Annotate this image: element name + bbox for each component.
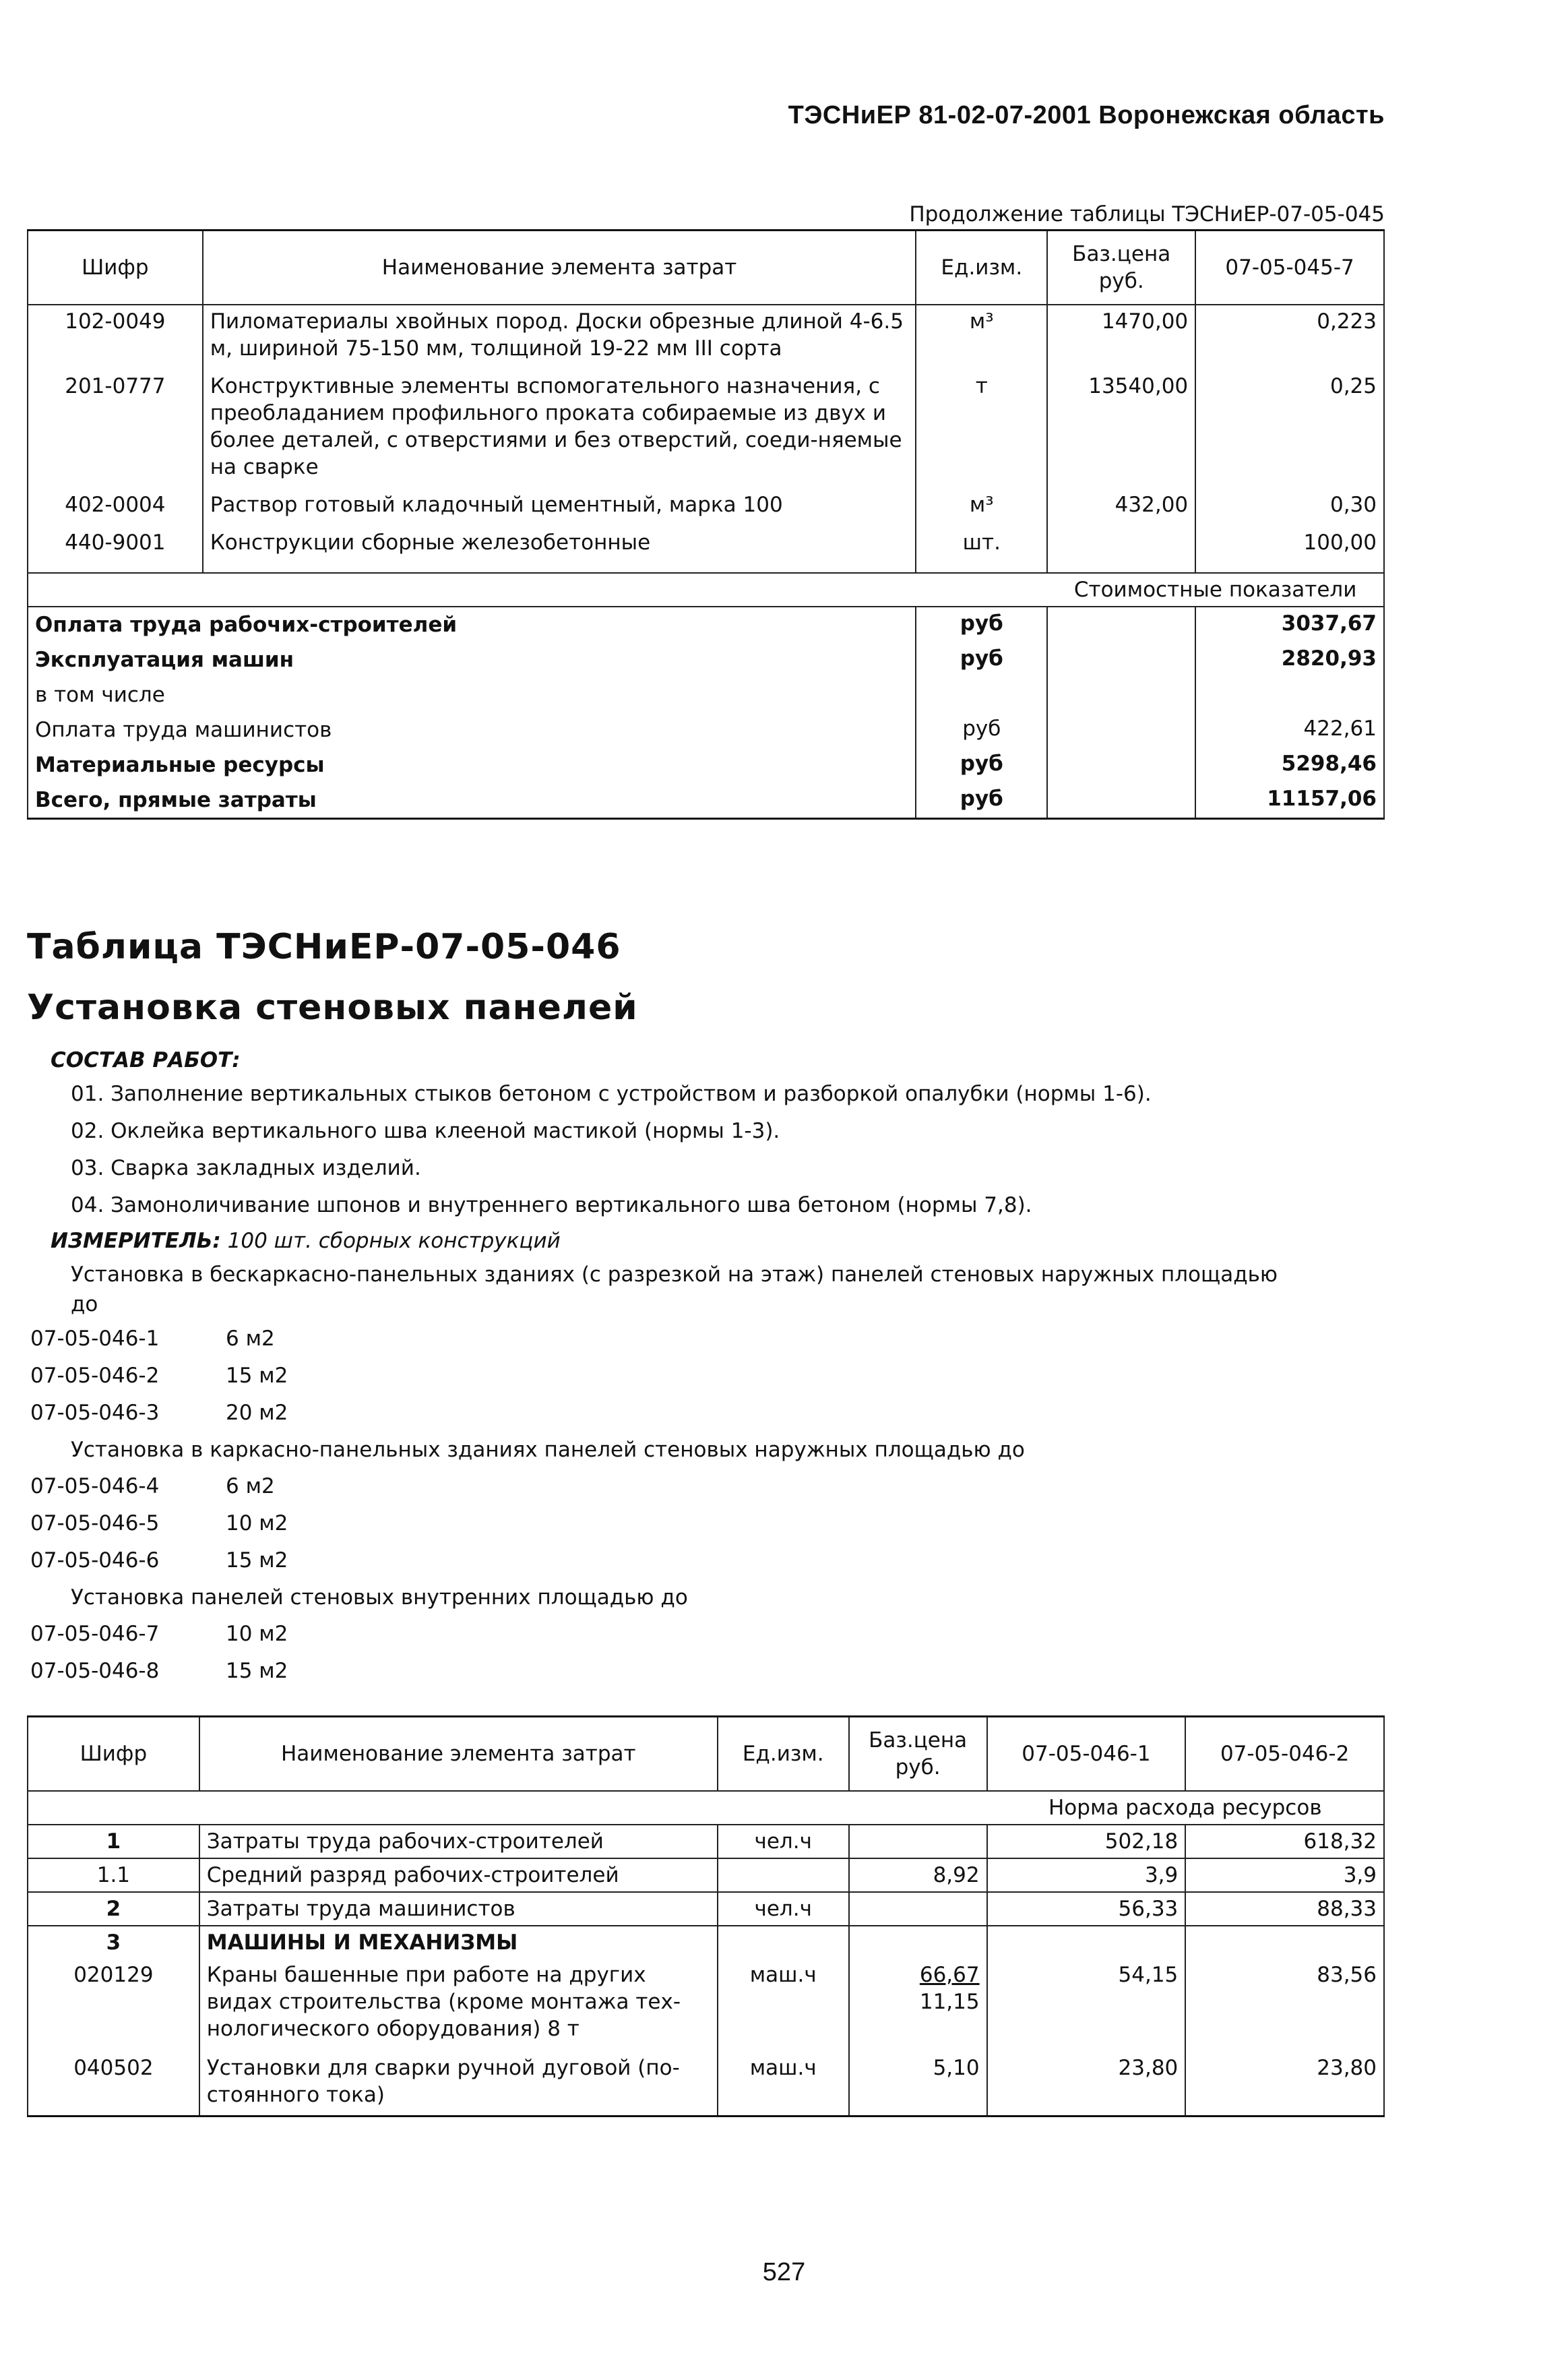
page-header: ТЭСНиЕР 81-02-07-2001 Воронежская область	[788, 101, 1385, 129]
cost-header-row	[28, 573, 1384, 607]
cost-value: 5298,46	[1195, 748, 1384, 783]
table-header-row	[28, 1717, 1384, 1791]
norm-code: 07-05-046-6	[30, 1548, 160, 1573]
row-price	[849, 1926, 987, 1959]
norm-size: 15 м2	[226, 1364, 288, 1388]
row-price: 13540,00	[1047, 365, 1195, 483]
row-price: 1470,00	[1047, 305, 1195, 365]
row-code: 1.1	[28, 1858, 199, 1892]
col-name: Наименование элемента затрат	[203, 231, 916, 305]
row-unit: маш.ч	[718, 1959, 849, 2045]
row-name: Средний разряд рабочих-строителей	[199, 1858, 718, 1892]
works-label: СОСТАВ РАБОТ:	[51, 1048, 241, 1072]
meter-line	[51, 1229, 561, 1253]
norm-size: 6 м2	[226, 1327, 275, 1351]
row-name: Раствор готовый кладочный цементный, марка 100	[203, 483, 916, 521]
norm-size: 15 м2	[226, 1659, 288, 1683]
row-code: 402-0004	[28, 483, 203, 521]
col-unit: Ед.изм.	[718, 1717, 849, 1791]
row-price	[1047, 521, 1195, 573]
row-v2: 88,33	[1185, 1892, 1384, 1926]
row-unit: м³	[916, 483, 1047, 521]
norm-code: 07-05-046-4	[30, 1474, 160, 1498]
work-item: 02. Оклейка вертикального шва клееной мастикой (нормы 1-3).	[71, 1119, 780, 1143]
cost-name: в том числе	[28, 677, 916, 712]
col-unit: Ед.изм.	[916, 231, 1047, 305]
col-name: Наименование элемента затрат	[199, 1717, 718, 1791]
col-norm: 07-05-045-7	[1195, 231, 1384, 305]
cost-value: 3037,67	[1195, 607, 1384, 642]
page-number: 527	[762, 2258, 806, 2286]
row-v2: 3,9	[1185, 1858, 1384, 1892]
table-header-row	[28, 231, 1384, 305]
table-row	[28, 2045, 1384, 2116]
row-name: Краны башенные при работе на других видах строительства (кроме монтажа тех-нологического оборудования) 8 т	[199, 1959, 718, 2045]
norm-size: 15 м2	[226, 1548, 288, 1573]
row-v1: 23,80	[987, 2045, 1186, 2116]
row-name: Пиломатериалы хвойных пород. Доски обрезные длиной 4-6.5 м, шириной 75-150 мм, толщиной 19-22 мм III сорта	[203, 305, 916, 365]
row-price-cell	[849, 1959, 987, 2045]
row-name: Затраты труда рабочих-строителей	[199, 1825, 718, 1858]
group-title: Установка панелей стеновых внутренних площадью до	[71, 1585, 688, 1610]
col-norm-1: 07-05-046-1	[987, 1717, 1186, 1791]
col-price: Баз.цена руб.	[1047, 231, 1195, 305]
cost-unit: руб	[916, 748, 1047, 783]
table-row	[28, 1858, 1384, 1892]
cost-row	[28, 607, 1384, 642]
cost-row	[28, 783, 1384, 819]
cost-name: Материальные ресурсы	[28, 748, 916, 783]
work-item: 04. Замоноличивание шпонов и внутреннего вертикального шва бетоном (нормы 7,8).	[71, 1193, 1032, 1217]
col-norm-2: 07-05-046-2	[1185, 1717, 1384, 1791]
table-row	[28, 1892, 1384, 1926]
table-row	[28, 305, 1384, 365]
row-price: 8,92	[849, 1858, 987, 1892]
col-code: Шифр	[28, 1717, 199, 1791]
cost-value: 2820,93	[1195, 642, 1384, 677]
meter-label: ИЗМЕРИТЕЛЬ:	[51, 1229, 221, 1253]
row-unit: чел.ч	[718, 1825, 849, 1858]
row-code: 201-0777	[28, 365, 203, 483]
row-unit: маш.ч	[718, 2045, 849, 2116]
norm-size: 10 м2	[226, 1622, 288, 1646]
row-name: Установки для сварки ручной дуговой (по-стоянного тока)	[199, 2045, 718, 2116]
norm-code: 07-05-046-5	[30, 1511, 160, 1535]
norm-code: 07-05-046-2	[30, 1364, 160, 1388]
work-item: 03. Сварка закладных изделий.	[71, 1156, 421, 1180]
norm-code: 07-05-046-3	[30, 1401, 160, 1425]
group-title-cont: до	[71, 1292, 98, 1316]
row-code: 040502	[28, 2045, 199, 2116]
resource-table-045	[27, 229, 1385, 820]
row-value: 100,00	[1195, 521, 1384, 573]
row-value: 0,30	[1195, 483, 1384, 521]
cost-name: Оплата труда машинистов	[28, 712, 916, 748]
row-code: 020129	[28, 1959, 199, 2045]
cost-row	[28, 748, 1384, 783]
row-code: 102-0049	[28, 305, 203, 365]
row-code: 3	[28, 1926, 199, 1959]
norm-header-row	[28, 1791, 1384, 1825]
norm-code: 07-05-046-7	[30, 1622, 160, 1646]
row-v1: 502,18	[987, 1825, 1186, 1858]
norm-size: 6 м2	[226, 1474, 275, 1498]
table-title: Таблица ТЭСНиЕР-07-05-046	[27, 927, 621, 967]
work-item: 01. Заполнение вертикальных стыков бетоном с устройством и разборкой опалубки (нормы 1-6).	[71, 1082, 1152, 1106]
row-code: 440-9001	[28, 521, 203, 573]
norm-code: 07-05-046-8	[30, 1659, 160, 1683]
cost-row	[28, 642, 1384, 677]
cost-name: Оплата труда рабочих-строителей	[28, 607, 916, 642]
table-row	[28, 1825, 1384, 1858]
cost-name: Всего, прямые затраты	[28, 783, 916, 819]
row-name: Затраты труда машинистов	[199, 1892, 718, 1926]
table-row	[28, 1926, 1384, 1959]
row-v2: 83,56	[1185, 1959, 1384, 2045]
norm-code: 07-05-046-1	[30, 1327, 160, 1351]
group-title: Установка в бескаркасно-панельных зданиях (с разрезкой на этаж) панелей стеновых наружных площадью	[71, 1262, 1278, 1287]
row-v2: 618,32	[1185, 1825, 1384, 1858]
resource-table-046	[27, 1715, 1385, 2117]
row-unit: чел.ч	[718, 1892, 849, 1926]
table-row	[28, 521, 1384, 573]
row-value: 0,25	[1195, 365, 1384, 483]
row-code: 2	[28, 1892, 199, 1926]
row-price	[849, 1825, 987, 1858]
cost-unit	[916, 677, 1047, 712]
cost-unit: руб	[916, 607, 1047, 642]
row-v1: 3,9	[987, 1858, 1186, 1892]
cost-header: Стоимостные показатели	[1047, 573, 1384, 607]
table-row	[28, 365, 1384, 483]
col-code: Шифр	[28, 231, 203, 305]
table-subtitle: Установка стеновых панелей	[27, 987, 638, 1028]
row-v2	[1185, 1926, 1384, 1959]
row-price-secondary: 11,15	[919, 1989, 980, 2014]
table-row	[28, 1959, 1384, 2045]
row-unit: шт.	[916, 521, 1047, 573]
row-value: 0,223	[1195, 305, 1384, 365]
row-name: МАШИНЫ И МЕХАНИЗМЫ	[199, 1926, 718, 1959]
row-price: 5,10	[849, 2045, 987, 2116]
row-v1: 54,15	[987, 1959, 1186, 2045]
cost-value: 422,61	[1195, 712, 1384, 748]
cost-unit: руб	[916, 712, 1047, 748]
table-continuation-caption: Продолжение таблицы ТЭСНиЕР-07-05-045	[909, 202, 1385, 226]
row-name: Конструкции сборные железобетонные	[203, 521, 916, 573]
cost-value: 11157,06	[1195, 783, 1384, 819]
cost-row	[28, 712, 1384, 748]
row-unit: м³	[916, 305, 1047, 365]
row-v2: 23,80	[1185, 2045, 1384, 2116]
row-price	[849, 1892, 987, 1926]
col-price: Баз.цена руб.	[849, 1717, 987, 1791]
row-price: 66,67	[919, 1962, 980, 1987]
table-row	[28, 483, 1384, 521]
row-name: Конструктивные элементы вспомогательного назначения, с преобладанием профильного проката собираемые из двух и более деталей, с отверстиями и без отверстий, соеди-няемые на сварке	[203, 365, 916, 483]
row-unit	[718, 1926, 849, 1959]
row-v1	[987, 1926, 1186, 1959]
norm-size: 20 м2	[226, 1401, 288, 1425]
norm-size: 10 м2	[226, 1511, 288, 1535]
cost-unit: руб	[916, 783, 1047, 819]
cost-unit: руб	[916, 642, 1047, 677]
norm-header: Норма расхода ресурсов	[987, 1791, 1384, 1825]
cost-row	[28, 677, 1384, 712]
row-unit: т	[916, 365, 1047, 483]
meter-value: 100 шт. сборных конструкций	[227, 1229, 561, 1253]
row-unit	[718, 1858, 849, 1892]
group-title: Установка в каркасно-панельных зданиях панелей стеновых наружных площадью до	[71, 1438, 1025, 1462]
cost-name: Эксплуатация машин	[28, 642, 916, 677]
row-price: 432,00	[1047, 483, 1195, 521]
row-code: 1	[28, 1825, 199, 1858]
cost-value	[1195, 677, 1384, 712]
row-v1: 56,33	[987, 1892, 1186, 1926]
